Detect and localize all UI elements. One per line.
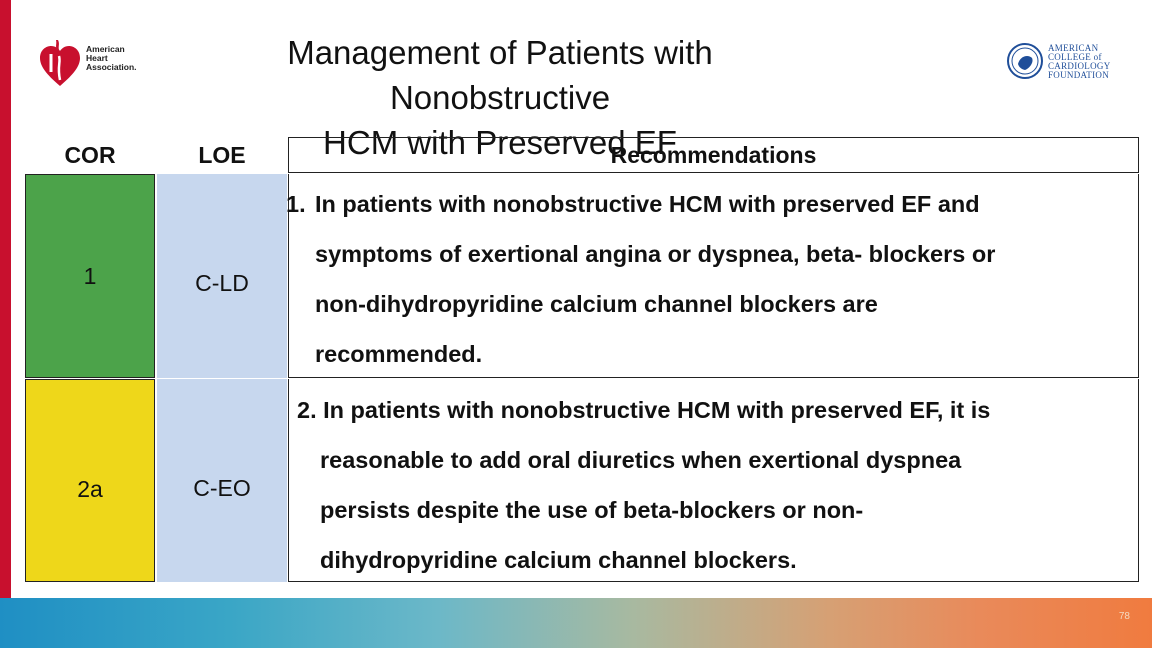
aha-wordmark: American Heart Association. [86, 44, 137, 72]
acc-foundation-logo [1006, 40, 1116, 82]
aha-logo [38, 36, 148, 90]
acc-wordmark: AMERICAN COLLEGE of CARDIOLOGY FOUNDATION [1048, 43, 1111, 80]
loe-cell-row2 [157, 379, 287, 582]
page-title: Management of Patients with Nonobstructive HCM with Preserved EF [287, 34, 713, 161]
recommendation-text: 1. In patients with nonobstructive HCM with preserved EF and symptoms of exertional angina or dyspnea, beta- blockers or non-dihydropyridine calcium channel blockers are recommended. [289, 179, 995, 379]
page-number: 78 [1118, 611, 1130, 622]
footer-gradient-band [0, 598, 1152, 648]
recommendation-cell-row2 [288, 379, 1139, 582]
loe-cell-row1 [157, 174, 287, 378]
recommendations-header: Recommendations [288, 137, 1139, 173]
left-accent-bar [0, 0, 11, 598]
recommendation-cell-row1 [288, 174, 1139, 378]
cor-cell-row1 [25, 174, 155, 378]
loe-header: LOE [198, 142, 246, 168]
cor-cell-row2 [25, 379, 155, 582]
loe-value: C-LD [195, 270, 249, 296]
cor-header: COR [64, 142, 116, 168]
cor-value: 1 [83, 263, 97, 289]
list-number: 1. [286, 191, 306, 217]
heart-torch-icon [38, 36, 82, 90]
cor-value: 2a [77, 476, 103, 502]
loe-value: C-EO [193, 475, 251, 501]
acc-seal-icon [1006, 40, 1044, 82]
recommendation-text: 2. In patients with nonobstructive HCM with preserved EF, it is reasonable to add oral diuretics when exertional dyspnea persists despite the use of beta-blockers or non- dihydropyridine calcium channel blockers. [297, 397, 991, 573]
